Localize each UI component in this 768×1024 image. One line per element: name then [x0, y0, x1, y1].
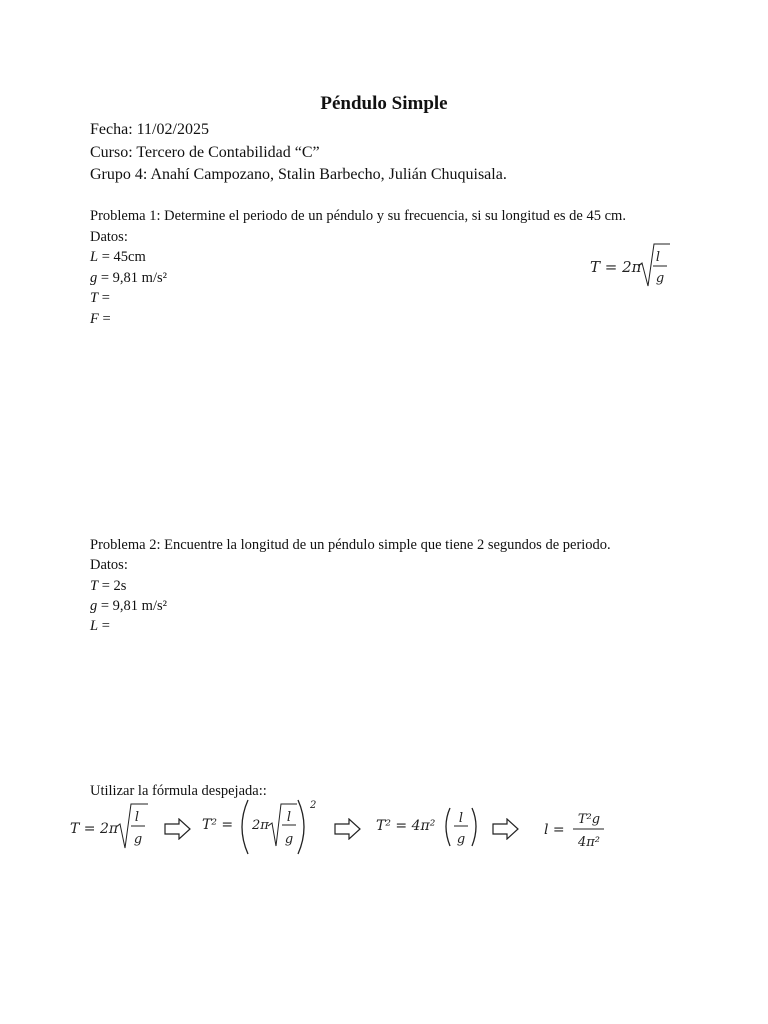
problem1-datos-label: Datos: [90, 229, 128, 245]
right-outline-arrow-icon [164, 818, 192, 840]
svg-text:4π²: 4π² [577, 835, 601, 850]
svg-text:T = 2π: T = 2π [70, 821, 119, 837]
derivation-step1-formula [68, 800, 158, 856]
problem1-statement: Problema 1: Determine el periodo de un péndulo y su frecuencia, si su longitud es de 45 cm. [90, 208, 626, 224]
svg-text:l: l [458, 811, 464, 826]
svg-text:g: g [456, 832, 466, 847]
svg-text:l =: l = [544, 822, 565, 838]
derivation-step2-formula [200, 796, 320, 858]
problem1-data-L: L = 45cm [90, 249, 146, 265]
problem1-period-formula [588, 238, 678, 292]
group-line: Grupo 4: Anahí Campozano, Stalin Barbecho, Julián Chuquisala. [90, 166, 507, 183]
problem1-data-T: T = [90, 290, 110, 306]
page-title: Péndulo Simple [320, 93, 448, 114]
right-outline-arrow-icon [492, 818, 520, 840]
problem2-data-L: L = [90, 618, 110, 634]
svg-text:g: g [284, 832, 294, 847]
svg-text:T² =: T² = [202, 817, 234, 833]
svg-text:T = 2π: T = 2π [590, 258, 642, 276]
right-outline-arrow-icon [334, 818, 362, 840]
svg-text:l: l [134, 810, 140, 825]
course-line: Curso: Tercero de Contabilidad “C” [90, 144, 320, 161]
svg-text:g: g [133, 832, 143, 847]
problem2-statement: Problema 2: Encuentre la longitud de un péndulo simple que tiene 2 segundos de periodo. [90, 537, 611, 553]
svg-text:g: g [655, 271, 665, 286]
svg-text:l: l [655, 250, 661, 265]
problem2-datos-label: Datos: [90, 557, 128, 573]
svg-text:T² = 4π²: T² = 4π² [376, 818, 436, 834]
svg-text:2: 2 [310, 800, 317, 811]
problem1-data-g: g = 9,81 m/s² [90, 270, 167, 286]
problem1-data-F: F = [90, 311, 111, 327]
date-line: Fecha: 11/02/2025 [90, 121, 209, 138]
svg-text:2π: 2π [252, 818, 269, 833]
derivation-step3-formula [374, 800, 484, 852]
derivation-step4-formula [542, 804, 622, 854]
problem2-data-T: T = 2s [90, 578, 127, 594]
svg-text:T²g: T²g [577, 812, 601, 827]
problem2-data-g: g = 9,81 m/s² [90, 598, 167, 614]
derivation-label: Utilizar la fórmula despejada:: [90, 783, 267, 799]
svg-text:l: l [286, 810, 292, 825]
